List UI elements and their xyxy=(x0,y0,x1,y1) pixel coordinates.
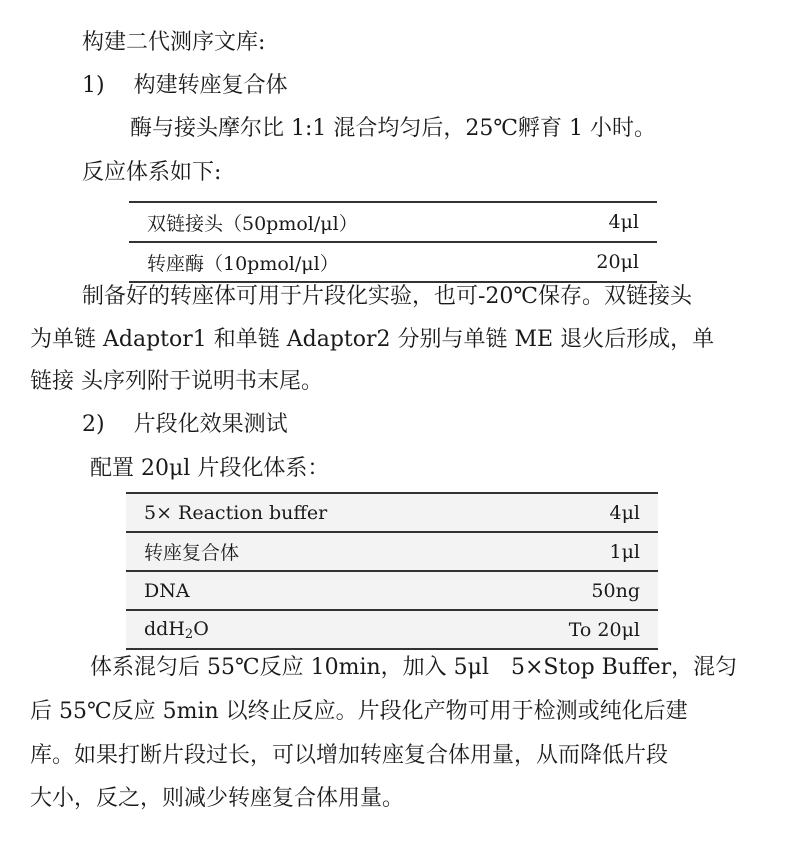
item-text: ddH xyxy=(144,617,185,640)
paragraph-line: 后 55℃反应 5min 以终止反应。片段化产物可用于检测或纯化后建 xyxy=(30,699,688,724)
table-cell-item: 5× Reaction buffer xyxy=(144,501,328,524)
table-row xyxy=(129,202,657,242)
step2-title: 片段化效果测试 xyxy=(133,412,288,437)
step1-title: 构建转座复合体 xyxy=(133,73,288,98)
table-row xyxy=(129,242,657,282)
step2-description: 配置 20μl 片段化体系： xyxy=(90,456,330,481)
item-text: O xyxy=(193,617,209,640)
table-row xyxy=(126,571,658,610)
paragraph-line: 大小，反之，则减少转座复合体用量。 xyxy=(30,786,405,811)
table-cell-item: 转座酶（10pmol/μl） xyxy=(147,252,339,275)
table-cell-value: 50ng xyxy=(591,579,640,602)
table-cell-value: 1μl xyxy=(609,540,640,563)
table-row xyxy=(126,493,658,532)
paragraph-line: 库。如果打断片段过长，可以增加转座复合体用量，从而降低片段 xyxy=(30,743,669,768)
reaction-label: 反应体系如下: xyxy=(82,160,222,185)
paragraph-line: 为单链 Adaptor1 和单链 Adaptor2 分别与单链 ME 退火后形成，单 xyxy=(30,327,715,352)
table-cell-item: 双链接头（50pmol/μl） xyxy=(147,212,358,235)
item-subscript: 2 xyxy=(184,626,194,642)
step1-description: 酶与接头摩尔比 1:1 混合均匀后，25℃孵育 1 小时。 xyxy=(130,116,656,141)
table-row xyxy=(126,610,658,649)
paragraph-line: 体系混匀后 55℃反应 10min，加入 5μl 5×Stop Buffer，混匀 xyxy=(90,655,738,680)
step1-heading xyxy=(82,71,288,101)
table-cell-value: 20μl xyxy=(596,251,639,273)
table-cell-item xyxy=(126,610,480,649)
table-cell-item: 转座复合体 xyxy=(144,542,240,564)
table-row xyxy=(126,532,658,571)
heading: 构建二代测序文库: xyxy=(82,30,266,55)
step2-number: 2) xyxy=(82,412,105,437)
table-cell-value: 4μl xyxy=(608,211,639,233)
table-cell-value: 4μl xyxy=(609,501,640,524)
step1-number: 1) xyxy=(82,73,105,98)
fragmentation-table xyxy=(126,492,658,650)
table-cell-value: To 20μl xyxy=(568,618,640,641)
paragraph-line: 链接 头序列附于说明书末尾。 xyxy=(30,369,323,394)
step2-heading xyxy=(82,410,288,440)
reaction-table xyxy=(129,201,657,283)
table-cell-item: DNA xyxy=(144,579,190,602)
paragraph-line: 制备好的转座体可用于片段化实验，也可-20℃保存。双链接头 xyxy=(82,284,693,309)
